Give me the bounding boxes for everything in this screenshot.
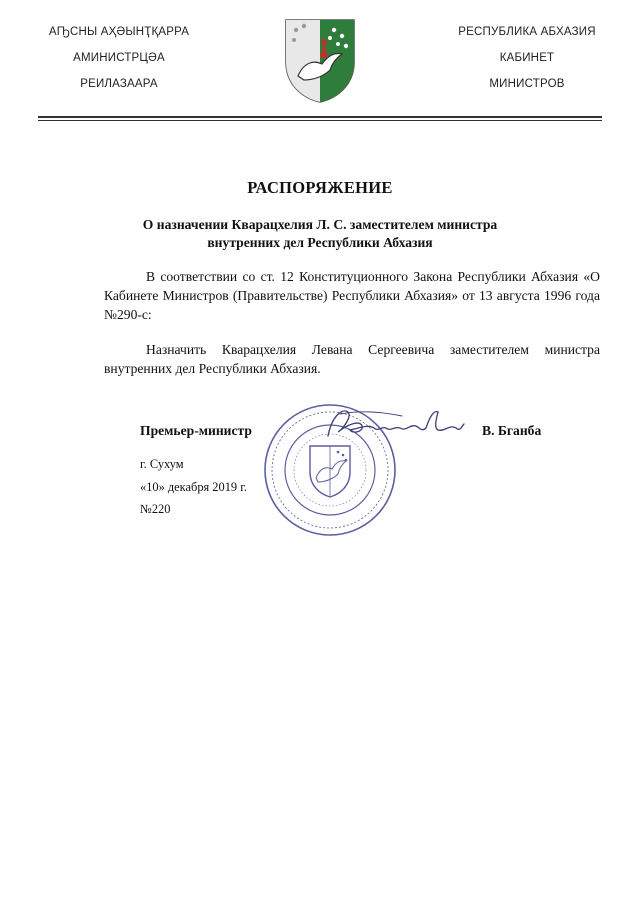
header-right-line: МИНИСТРОВ [489, 78, 565, 90]
handwritten-signature [322, 402, 472, 446]
header-right-block [412, 24, 640, 102]
subject-line: О назначении Кварацхелия Л. С. заместителем министра [142, 217, 498, 232]
document-number: №220 [140, 502, 171, 516]
header-left-line: АҦСНЫ АҲӘЫНҬҚАРРА [48, 26, 190, 38]
header-left-line: РЕИЛАЗААРА [80, 78, 158, 90]
signer-name: В. Бганба [482, 423, 542, 438]
coat-of-arms-icon [284, 18, 356, 104]
issue-date: «10» декабря 2019 г. [140, 480, 247, 494]
header-divider [38, 116, 602, 118]
header-divider-thin [38, 120, 602, 121]
subject-line: внутренних дел Республики Абхазия [207, 235, 433, 250]
header-left-block [4, 24, 234, 102]
issue-place: г. Сухум [140, 457, 184, 471]
signer-position: Премьер-министр [140, 423, 252, 438]
header-right-line: КАБИНЕТ [499, 52, 555, 64]
header-right-line: РЕСПУБЛИКА АБХАЗИЯ [458, 26, 596, 38]
paragraph-basis: В соответствии со ст. 12 Конституционного Закона Республики Абхазия «О Кабинете Министров (Правительстве) Республики Абхазия» от 13 августа 1996 года №290-с: [104, 269, 600, 322]
header-left-line: АМИНИСТРЦӘА [73, 52, 165, 64]
document-title: РАСПОРЯЖЕНИЕ [247, 178, 393, 197]
paragraph-order: Назначить Кварацхелия Левана Сергеевича заместителем министра внутренних дел Республики Абхазия. [104, 342, 600, 376]
document-subject [100, 216, 540, 252]
